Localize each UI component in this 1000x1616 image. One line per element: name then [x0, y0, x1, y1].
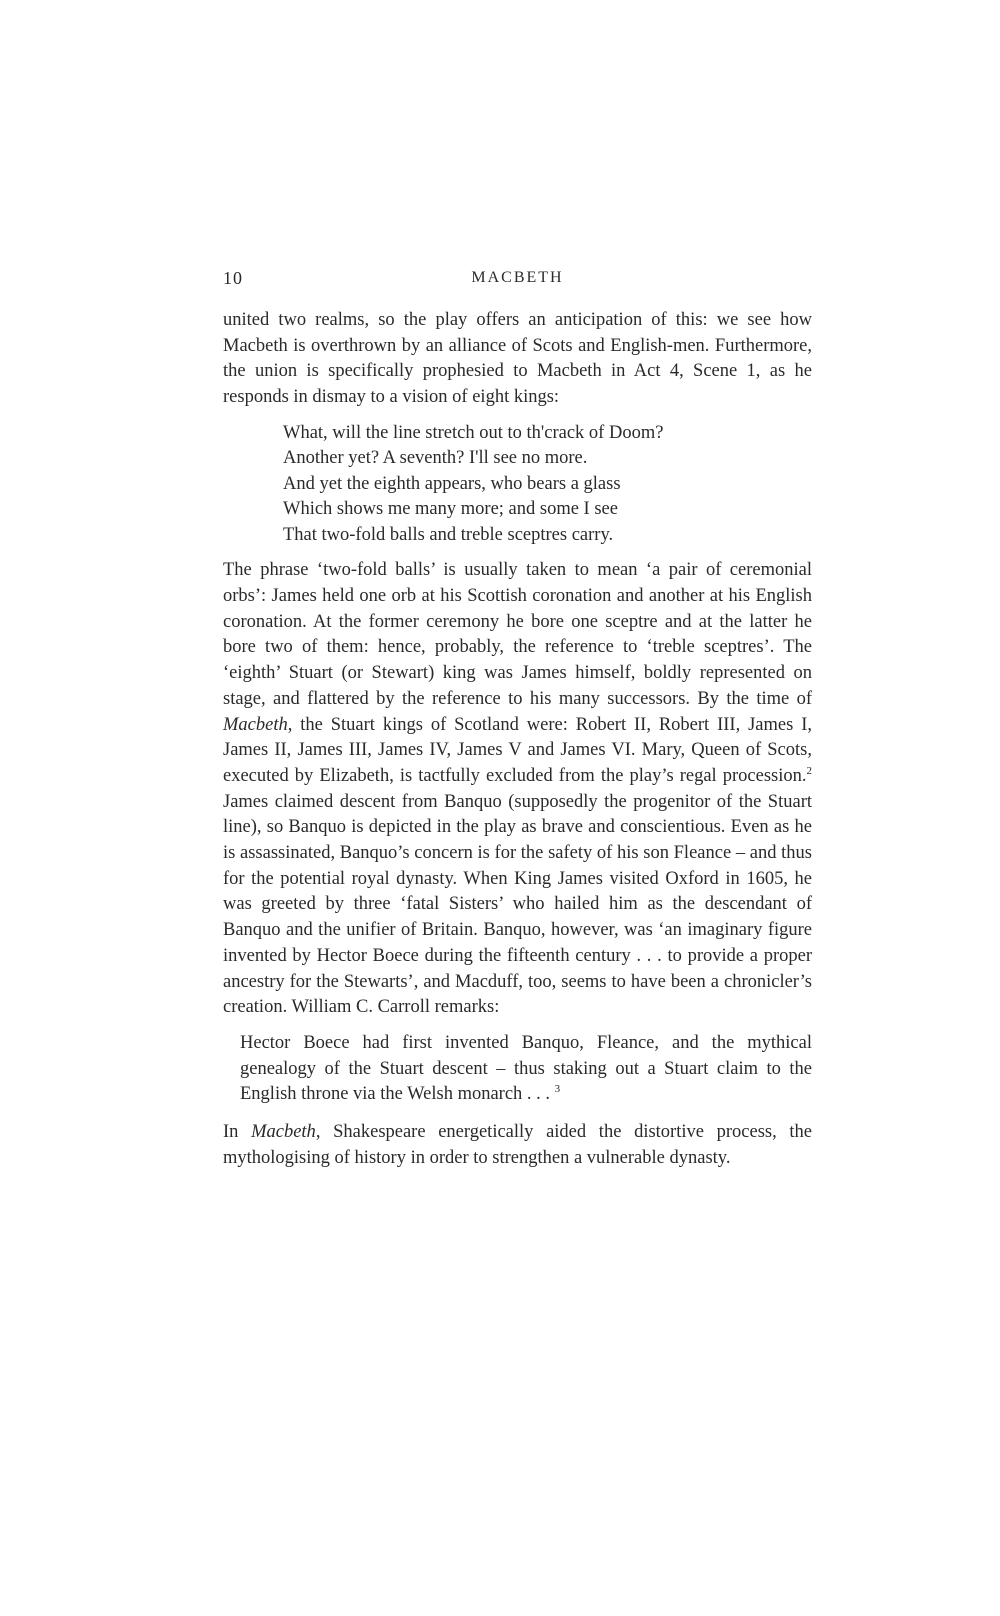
footnote-ref: 3 [554, 1083, 561, 1096]
verse-line: What, will the line stretch out to th'crack of Doom? [283, 422, 664, 443]
paragraph-2-text-c: James claimed descent from Banquo (supposedly the progenitor of the Stuart line), so Banquo is depicted in the play as brave and conscientious. Even as he is assassinated, Banquo’s concern is for the safety of his son Fleance – and thus for the potential royal dynasty. When King James visited Oxford in 1605, he was greeted by three ‘fatal Sisters’ who hailed him as the descendant of Banquo and the unifier of Britain. Banquo, however, was ‘an imaginary figure invented by Hector Boece during the fifteenth century . . . to provide a proper ancestry for the Stewarts’, and Macduff, too, seems to have been a chronicler’s creation. William C. Carroll remarks: [223, 791, 812, 1018]
paragraph-3 [223, 1120, 812, 1171]
verse-line: Another yet? A seventh? I'll see no more. [283, 448, 588, 469]
verse-quotation [283, 421, 812, 549]
verse-line: Which shows me many more; and some I see [283, 499, 618, 520]
body-text [223, 308, 812, 1171]
block-quote-text: Hector Boece had first invented Banquo, Fleance, and the mythical genealogy of the Stuart descent – thus staking out a Stuart claim to the English throne via the Welsh monarch . . . [240, 1032, 812, 1105]
page-number: 10 [223, 268, 243, 288]
paragraph-2 [223, 558, 812, 1021]
verse-line: That two-fold balls and treble sceptres carry. [283, 524, 614, 545]
paragraph-2-text-a: The phrase ‘two-fold balls’ is usually taken to mean ‘a pair of ceremonial orbs’: James held one orb at his Scottish coronation and another at his English coronation. At the former ceremony he bore one sceptre and at the latter he bore two of them: hence, probably, the reference to ‘treble sceptres’. The ‘eighth’ Stuart (or Stewart) king was James himself, boldly represented on stage, and flattered by the reference to his many successors. By the time of [223, 560, 812, 709]
italic-title: Macbeth [251, 1122, 316, 1143]
block-quote [240, 1031, 812, 1108]
paragraph-2-text-b: , the Stuart kings of Scotland were: Robert II, Robert III, James I, James II, James III, James IV, James V and James VI. Mary, Queen of Scots, executed by Elizabeth, is tactfully excluded from the play’s regal procession. [223, 714, 812, 786]
paragraph-3-text: , Shakespeare energetically aided the distortive process, the mythologising of history in order to strengthen a vulnerable dynasty. [223, 1122, 812, 1168]
paragraph-1: united two realms, so the play offers an anticipation of this: we see how Macbeth is overthrown by an alliance of Scots and English-men. Furthermore, the union is specifically prophesied to Macbeth in Act 4, Scene 1, as he responds in dismay to a vision of eight kings: [223, 310, 812, 408]
paragraph-3-lead: In [223, 1122, 252, 1143]
verse-line: And yet the eighth appears, who bears a glass [283, 473, 621, 494]
italic-title: Macbeth [223, 714, 288, 735]
footnote-ref: 2 [806, 764, 812, 777]
running-title: MACBETH [471, 269, 564, 286]
running-head [223, 268, 812, 292]
